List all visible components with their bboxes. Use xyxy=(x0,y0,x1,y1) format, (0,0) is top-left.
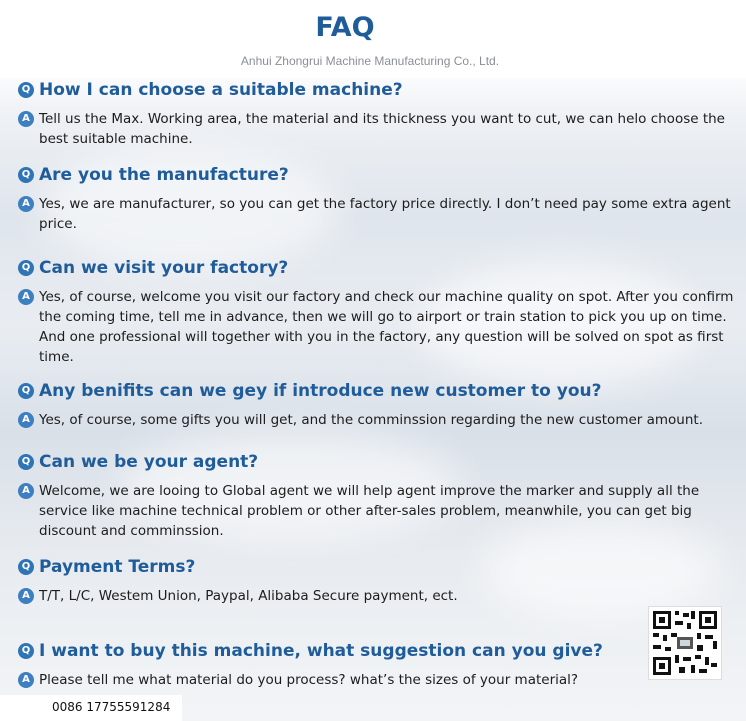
q-badge-icon: Q xyxy=(18,643,34,659)
a-badge-icon: A xyxy=(18,111,34,127)
faq-question: Payment Terms? xyxy=(39,557,196,577)
faq-item xyxy=(18,380,738,430)
faq-question: Are you the manufacture? xyxy=(39,165,289,185)
faq-question-row xyxy=(18,640,738,662)
q-badge-icon: Q xyxy=(18,559,34,575)
faq-question: How I can choose a suitable machine? xyxy=(39,80,403,100)
faq-item xyxy=(18,164,738,234)
q-badge-icon: Q xyxy=(18,167,34,183)
qr-code-icon xyxy=(648,606,722,680)
faq-answer: Please tell me what material do you process? what’s the sizes of your material? xyxy=(39,672,579,688)
a-badge-icon: A xyxy=(18,672,34,688)
a-badge-icon: A xyxy=(18,412,34,428)
a-badge-icon: A xyxy=(18,588,34,604)
faq-question-row xyxy=(18,451,738,473)
faq-answer: Tell us the Max. Working area, the material and its thickness you want to cut, we can helo choose the best suitable machine. xyxy=(39,111,725,147)
company-name: Anhui Zhongrui Machine Manufacturing Co., Ltd. xyxy=(240,54,500,68)
faq-answer: Yes, we are manufacturer, so you can get the factory price directly. I don’t need pay some extra agent price. xyxy=(39,196,731,232)
faq-answer-row xyxy=(18,109,738,149)
a-badge-icon: A xyxy=(18,289,34,305)
faq-answer-row xyxy=(18,481,738,541)
faq-question: I want to buy this machine, what suggestion can you give? xyxy=(39,641,603,661)
faq-question-row xyxy=(18,164,738,186)
qr-code-graphic xyxy=(649,607,721,679)
faq-answer-row xyxy=(18,194,738,234)
faq-question-row xyxy=(18,79,738,101)
faq-item xyxy=(18,556,738,606)
faq-item xyxy=(18,451,738,541)
q-badge-icon: Q xyxy=(18,82,34,98)
faq-question: Any benifits can we gey if introduce new customer to you? xyxy=(39,381,602,401)
faq-answer: T/T, L/C, Westem Union, Paypal, Alibaba Secure payment, ect. xyxy=(39,588,458,604)
faq-question-row xyxy=(18,257,738,279)
contact-phone: 0086 17755591284 xyxy=(0,695,182,721)
a-badge-icon: A xyxy=(18,483,34,499)
faq-item xyxy=(18,257,738,367)
faq-answer: Yes, of course, welcome you visit our factory and check our machine quality on spot. After you confirm the coming time, tell me in advance, then we will go to airport or train station to pick you up on time. And one professional will together with you in the factory, any question will be solved on spot as first time. xyxy=(39,289,734,365)
faq-answer-row xyxy=(18,670,738,690)
page-title: FAQ xyxy=(315,12,375,43)
q-badge-icon: Q xyxy=(18,260,34,276)
faq-question: Can we be your agent? xyxy=(39,452,259,472)
faq-item xyxy=(18,640,738,690)
faq-question: Can we visit your factory? xyxy=(39,258,289,278)
faq-answer-row xyxy=(18,410,738,430)
faq-answer: Welcome, we are looing to Global agent we will help agent improve the marker and supply all the service like machine technical problem or other after-sales problem, meanwhile, you can get big discount and comminssion. xyxy=(39,483,700,539)
faq-question-row xyxy=(18,380,738,402)
q-badge-icon: Q xyxy=(18,454,34,470)
faq-answer: Yes, of course, some gifts you will get, and the comminssion regarding the new customer amount. xyxy=(39,412,703,428)
faq-item xyxy=(18,79,738,149)
faq-answer-row xyxy=(18,586,738,606)
q-badge-icon: Q xyxy=(18,383,34,399)
faq-answer-row xyxy=(18,287,738,367)
a-badge-icon: A xyxy=(18,196,34,212)
faq-question-row xyxy=(18,556,738,578)
